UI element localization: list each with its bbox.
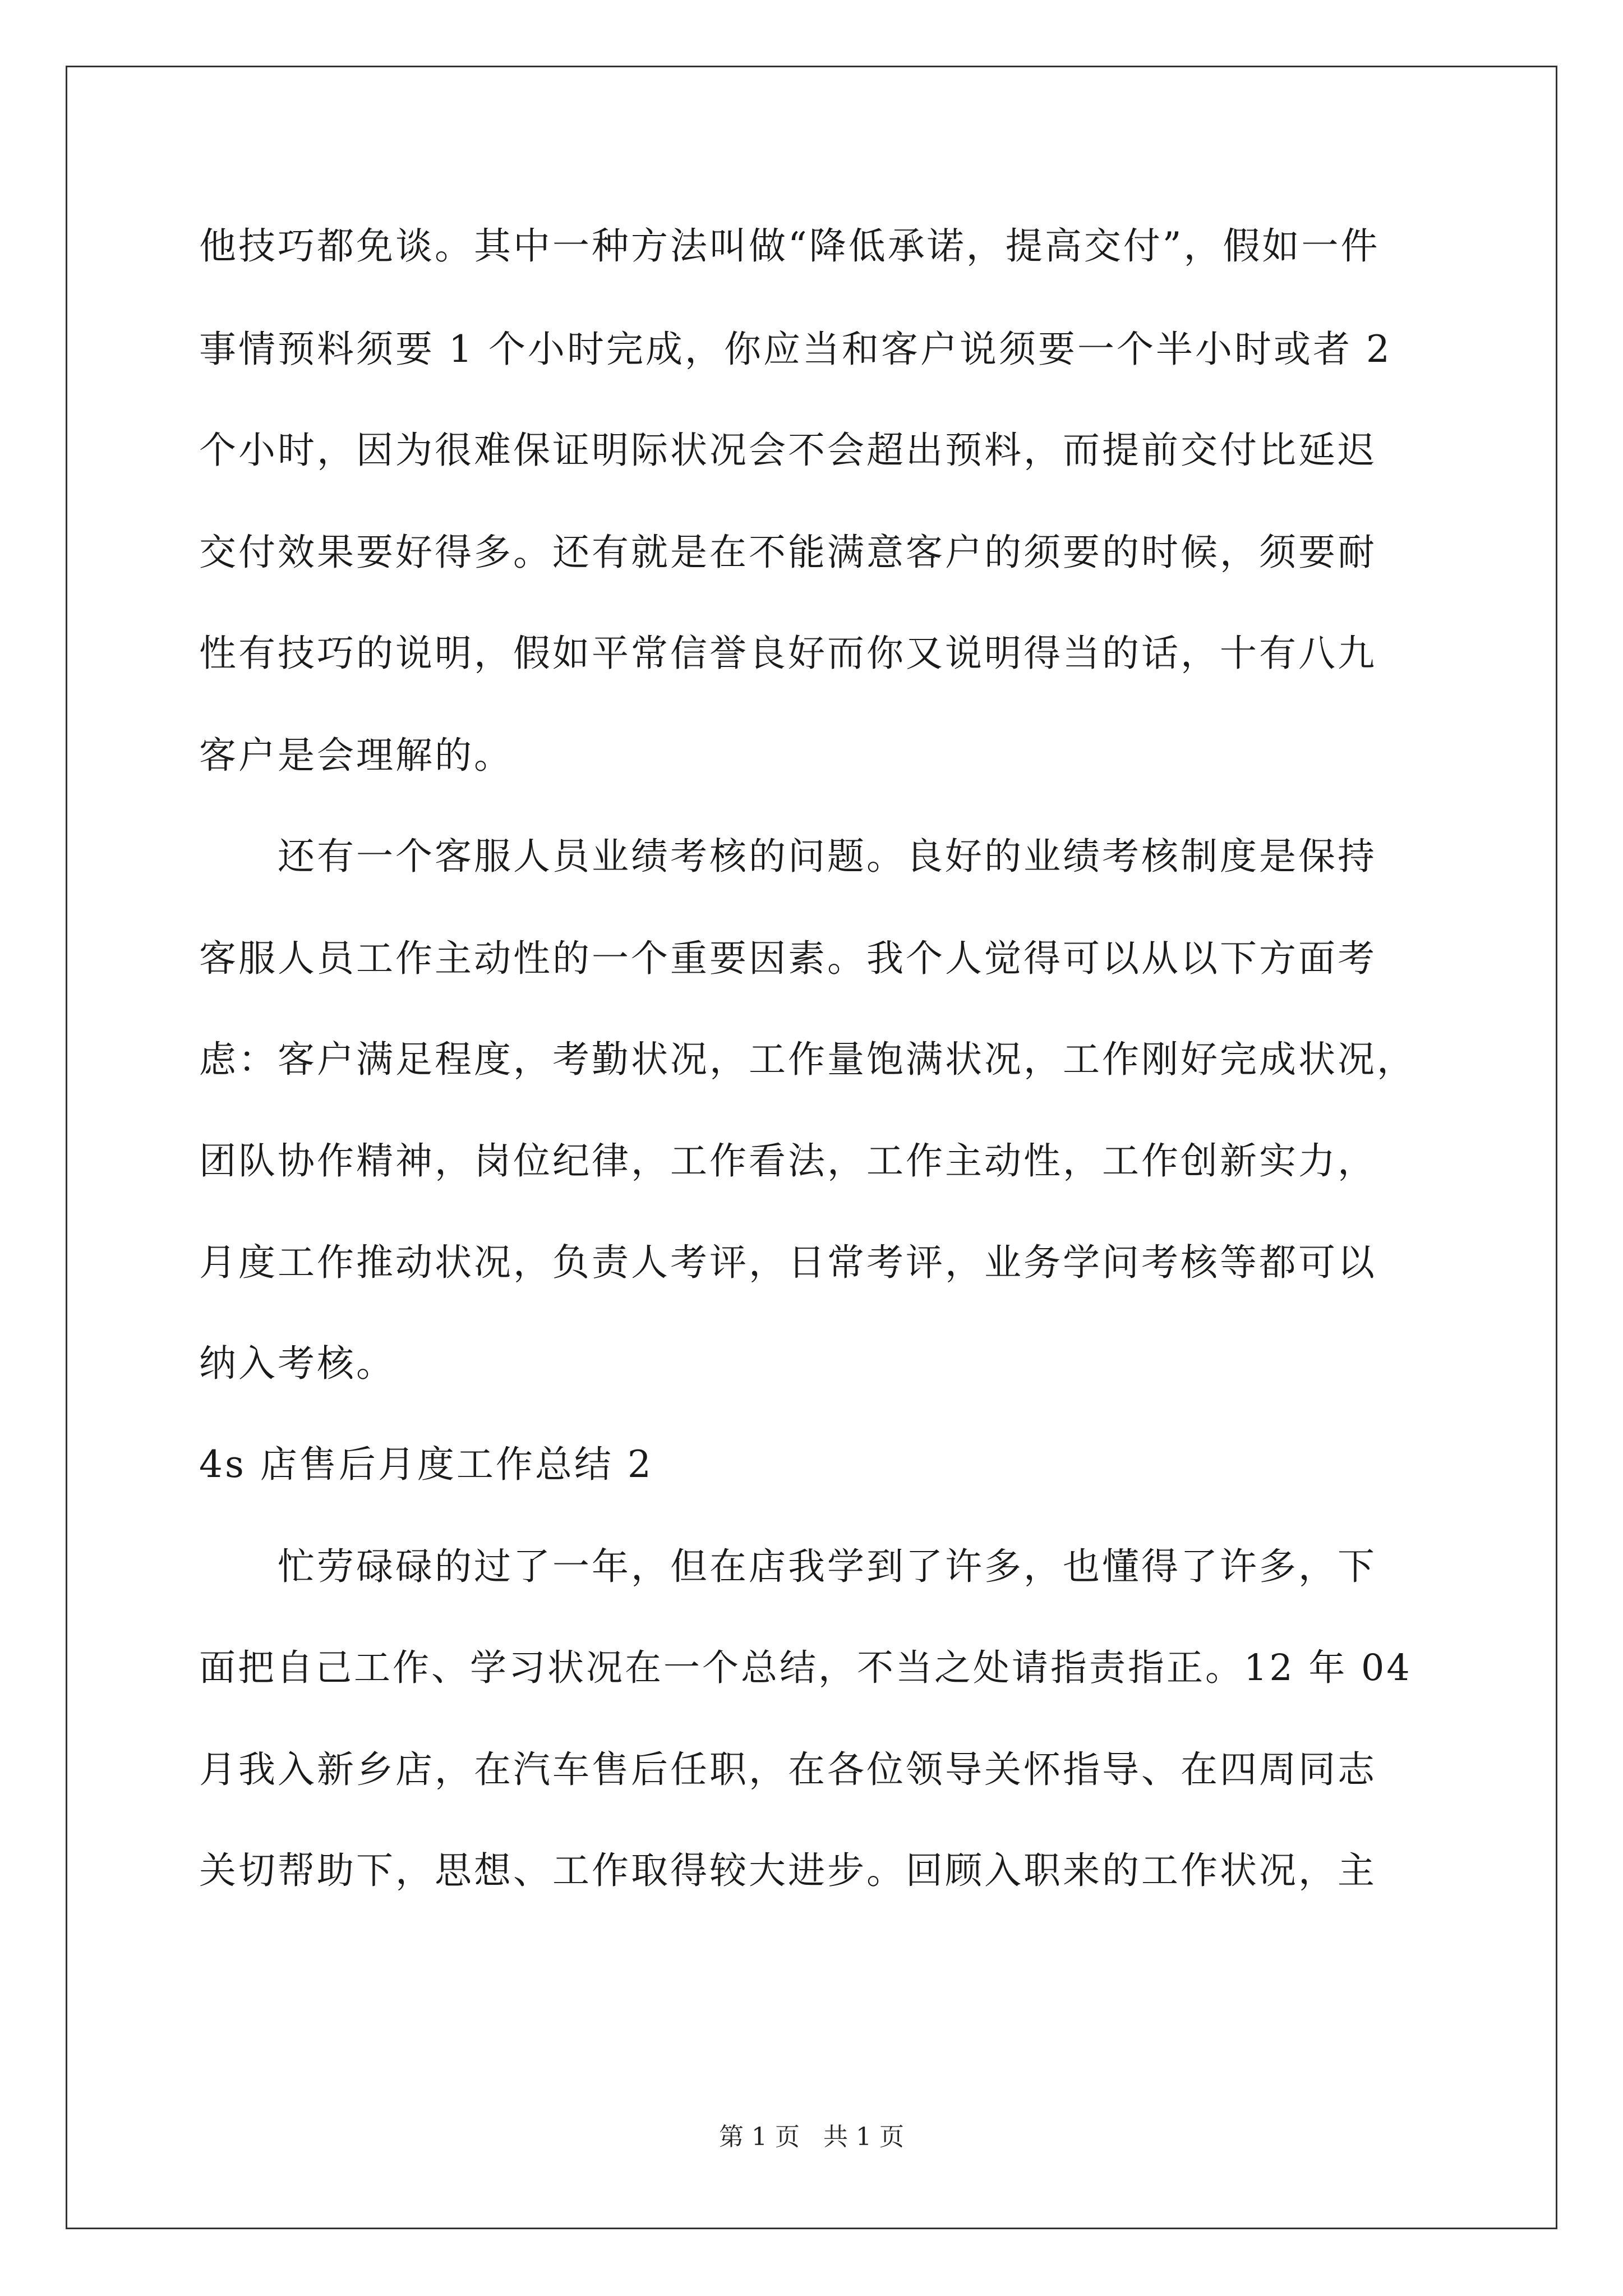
- body-text-line: 他技巧都免谈。其中一种方法叫做“降低承诺，提高交付”，假如一件: [199, 224, 1380, 268]
- section-heading: 4s 店售后月度工作总结 2: [199, 1443, 653, 1486]
- body-text-line: 个小时，因为很难保证明际状况会不会超出预料，而提前交付比延迟: [199, 429, 1377, 472]
- body-text-line: 交付效果要好得多。还有就是在不能满意客户的须要的时候，须要耐: [199, 531, 1377, 574]
- body-text-line: 月我入新乡店，在汽车售后任职，在各位领导关怀指导、在四周同志: [199, 1748, 1377, 1791]
- body-text-line: 性有技巧的说明，假如平常信誉良好而你又说明得当的话，十有八九: [199, 632, 1377, 675]
- body-text-line: 事情预料须要 1 个小时完成，你应当和客户说须要一个半小时或者 2: [199, 328, 1392, 371]
- body-text-line: 团队协作精神，岗位纪律，工作看法，工作主动性，工作创新实力，: [199, 1139, 1377, 1182]
- body-text-line: 还有一个客服人员业绩考核的问题。良好的业绩考核制度是保持: [199, 835, 1377, 878]
- body-text-line: 面把自己工作、学习状况在一个总结，不当之处请指责指正。12 年 04: [199, 1647, 1412, 1689]
- body-text-line: 纳入考核。: [199, 1342, 395, 1385]
- body-text-line: 虑：客户满足程度，考勤状况，工作量饱满状况，工作刚好完成状况，: [199, 1038, 1416, 1081]
- page-number: 第 1 页 共 1 页: [719, 2123, 904, 2151]
- body-text-line: 忙劳碌碌的过了一年，但在店我学到了许多，也懂得了许多，下: [199, 1545, 1377, 1588]
- body-text-line: 客户是会理解的。: [199, 734, 513, 777]
- body-text-line: 月度工作推动状况，负责人考评，日常考评，业务学问考核等都可以: [199, 1241, 1377, 1284]
- body-text-line: 关切帮助下，思想、工作取得较大进步。回顾入职来的工作状况，主: [199, 1849, 1377, 1892]
- body-text-line: 客服人员工作主动性的一个重要因素。我个人觉得可以从以下方面考: [199, 937, 1377, 980]
